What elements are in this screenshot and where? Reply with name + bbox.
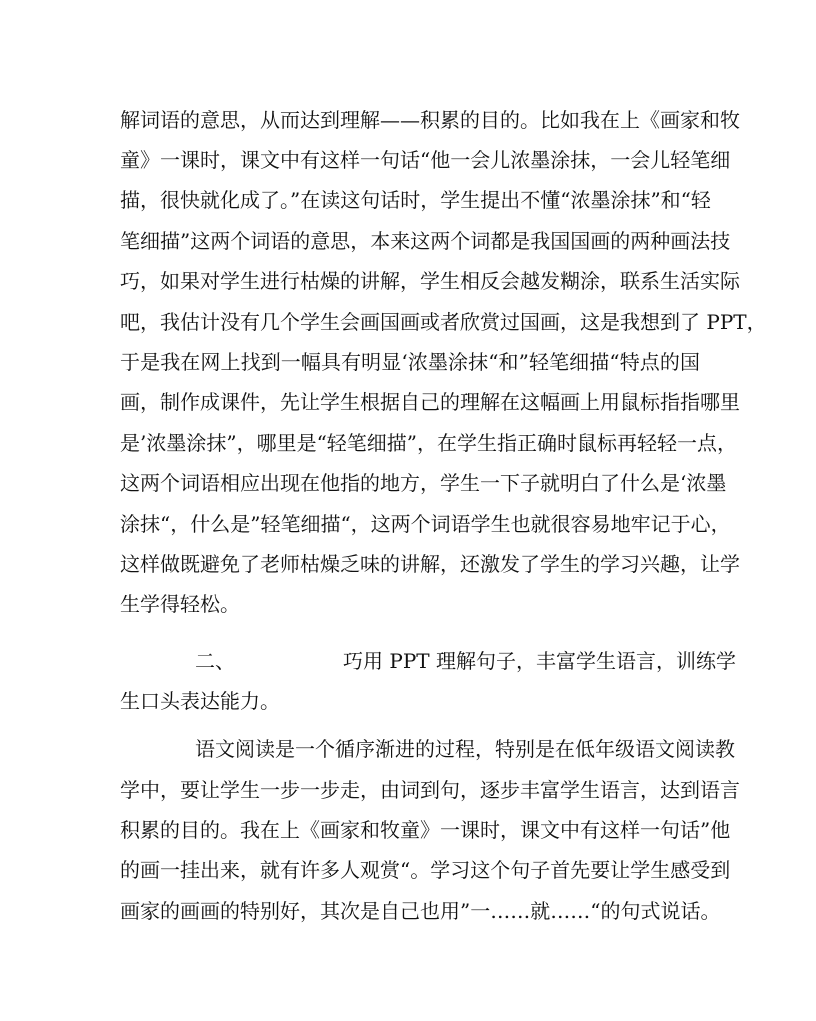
paragraph-line: 生学得轻松。 bbox=[120, 592, 240, 616]
paragraph-line: 涂抹“，什么是”轻笔细描“，这两个词语学生也就很容易地牢记于心， bbox=[120, 512, 731, 536]
paragraph-line: 语文阅读是一个循序渐进的过程，特别是在低年级语文阅读教 bbox=[195, 737, 735, 761]
paragraph-line: 的画一挂出来，就有许多人观赏“。学习这个句子首先要让学生感受到 bbox=[120, 858, 731, 882]
paragraph-line: 这样做既避免了老师枯燥乏味的讲解，还激发了学生的学习兴趣，让学 bbox=[120, 552, 740, 576]
paragraph-line: 童》一课时，课文中有这样一句话“他一会儿浓墨涂抹，一会儿轻笔细 bbox=[120, 148, 731, 172]
paragraph-line: 描，很快就化成了。”在读这句话时，学生提出不懂“浓墨涂抹”和“轻 bbox=[120, 188, 711, 212]
paragraph-line: 画家的画画的特别好，其次是自己也用”一……就……“的句式说话。 bbox=[120, 899, 721, 923]
paragraph-line: 是’浓墨涂抹”，哪里是“轻笔细描”，在学生指正确时鼠标再轻轻一点， bbox=[120, 431, 738, 455]
paragraph-line: 解词语的意思，从而达到理解——积累的目的。比如我在上《画家和牧 bbox=[120, 108, 740, 132]
paragraph-line: 学中，要让学生一步一步走，由词到句，逐步丰富学生语言，达到语言 bbox=[120, 778, 740, 802]
paragraph-line: 画，制作成课件，先让学生根据自己的理解在这幅画上用鼠标指指哪里 bbox=[120, 390, 740, 414]
section-heading-continued: 生口头表达能力。 bbox=[120, 689, 280, 713]
paragraph-line: 巧，如果对学生进行枯燥的讲解，学生相反会越发糊涂，联系生活实际 bbox=[120, 269, 740, 293]
section-number: 二、 bbox=[195, 649, 235, 673]
paragraph-line: 这两个词语相应出现在他指的地方，学生一下子就明白了什么是‘浓墨 bbox=[120, 471, 727, 495]
paragraph-line: 积累的目的。我在上《画家和牧童》一课时，课文中有这样一句话”他 bbox=[120, 818, 731, 842]
paragraph-line: 笔细描”这两个词语的意思，本来这两个词都是我国国画的两种画法技 bbox=[120, 229, 731, 253]
section-heading: 巧用 PPT 理解句子，丰富学生语言，训练学 bbox=[343, 649, 736, 673]
paragraph-line: 吧，我估计没有几个学生会画国画或者欣赏过国画，这是我想到了 PPT， bbox=[120, 310, 767, 334]
paragraph-line: 于是我在网上找到一幅具有明显‘浓墨涂抹“和”轻笔细描“特点的国 bbox=[120, 350, 700, 374]
